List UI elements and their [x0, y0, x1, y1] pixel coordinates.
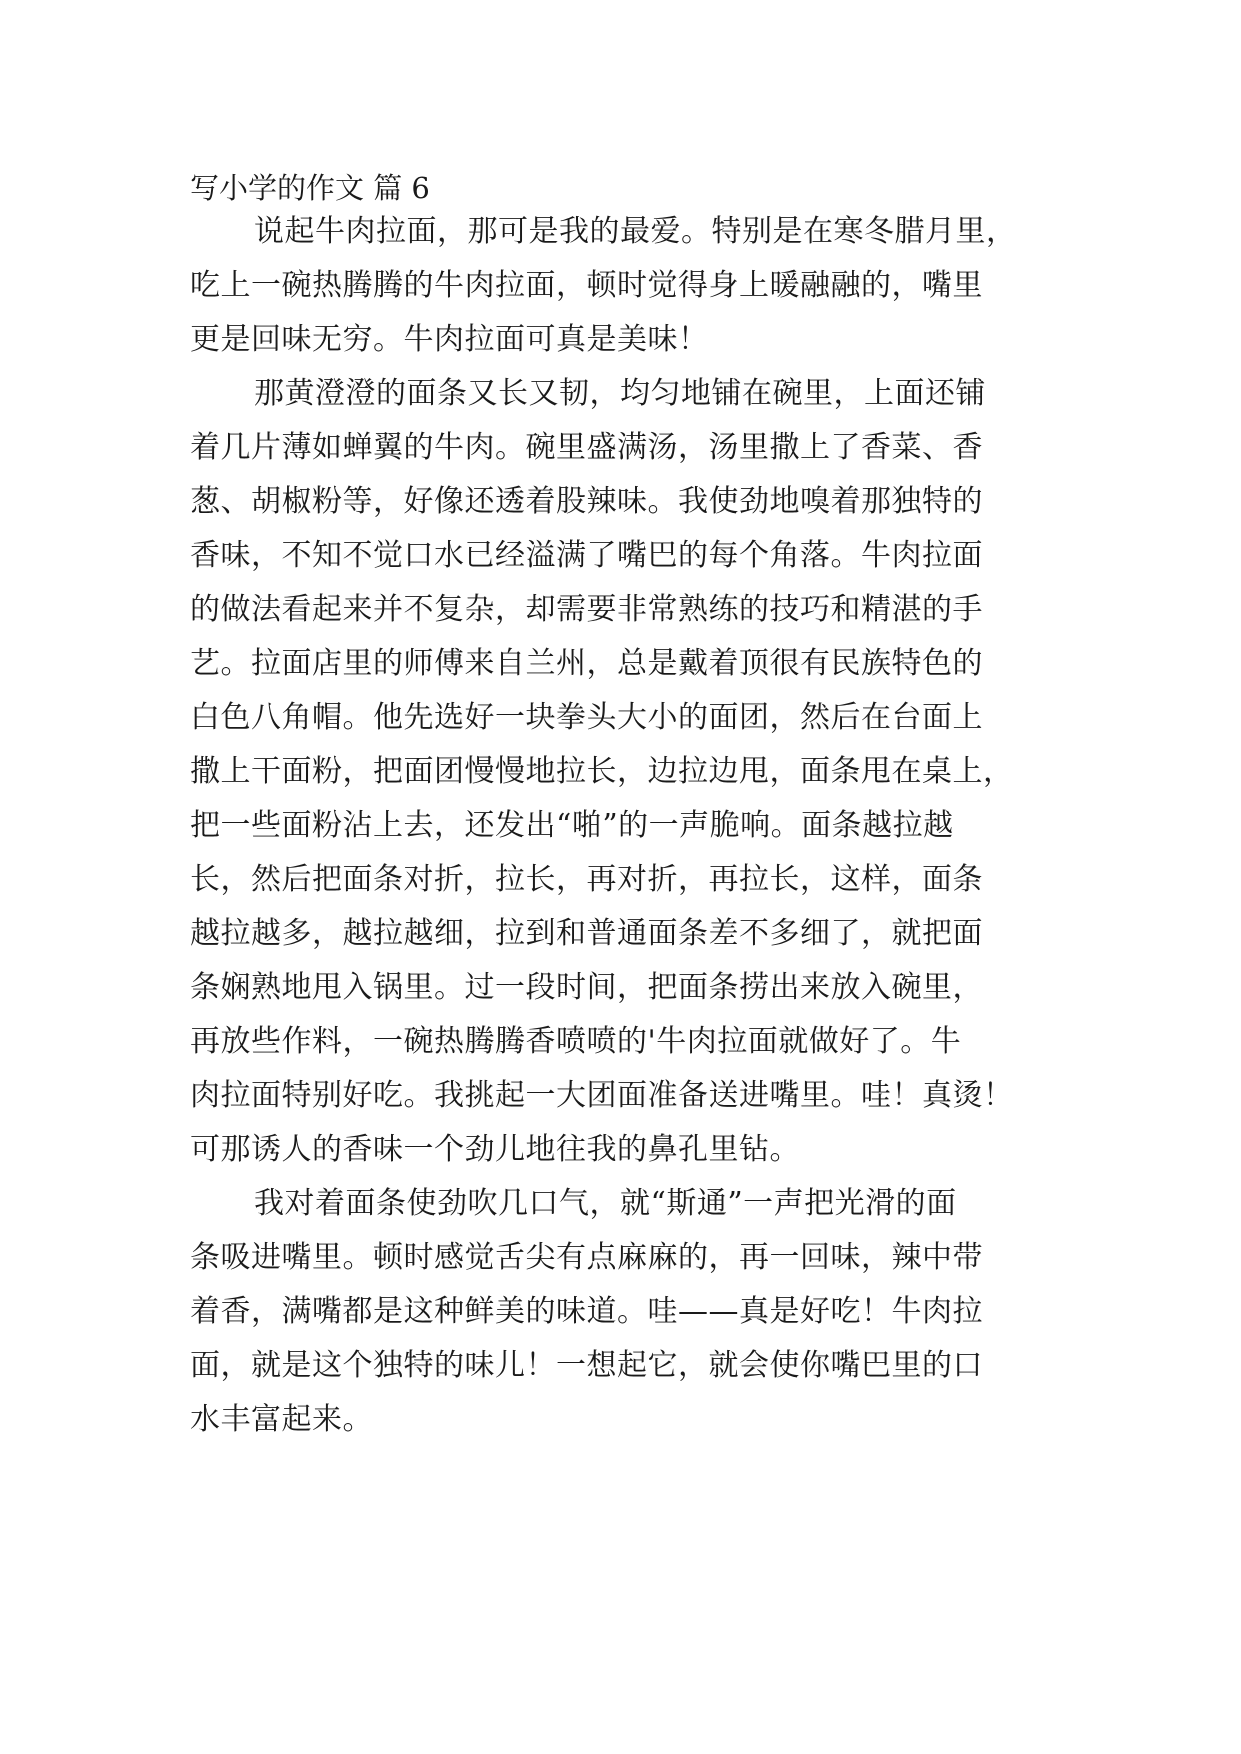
- paragraph-1-line-2: 吃上一碗热腾腾的牛肉拉面，顿时觉得身上暖融融的，嘴里: [190, 268, 983, 303]
- paragraph-3-line-2: 条吸进嘴里。顿时感觉舌尖有点麻麻的，再一回味，辣中带: [190, 1240, 983, 1275]
- paragraph-3-line-4: 面，就是这个独特的味儿！一想起它，就会使你嘴巴里的口: [190, 1348, 983, 1383]
- document-title: 写小学的作文 篇 6: [190, 171, 430, 205]
- paragraph-2-line-15: 可那诱人的香味一个劲儿地往我的鼻孔里钻。: [190, 1132, 800, 1167]
- paragraph-2-line-10: 长，然后把面条对折，拉长，再对折，再拉长，这样，面条: [190, 862, 983, 897]
- paragraph-2-line-4: 香味，不知不觉口水已经溢满了嘴巴的每个角落。牛肉拉面: [190, 538, 983, 573]
- paragraph-1-line-3: 更是回味无穷。牛肉拉面可真是美味！: [190, 322, 709, 357]
- paragraph-2-line-2: 着几片薄如蝉翼的牛肉。碗里盛满汤，汤里撒上了香菜、香: [190, 430, 983, 465]
- paragraph-2-line-9: 把一些面粉沾上去，还发出“啪”的一声脆响。面条越拉越: [190, 808, 954, 843]
- paragraph-2-line-8: 撒上干面粉，把面团慢慢地拉长，边拉边甩，面条甩在桌上，: [190, 754, 1014, 789]
- paragraph-2-line-5: 的做法看起来并不复杂，却需要非常熟练的技巧和精湛的手: [190, 592, 983, 627]
- paragraph-3-line-5: 水丰富起来。: [190, 1402, 373, 1437]
- paragraph-2-line-1: 那黄澄澄的面条又长又韧，均匀地铺在碗里，上面还铺: [254, 376, 986, 411]
- paragraph-2-line-12: 条娴熟地甩入锅里。过一段时间，把面条捞出来放入碗里，: [190, 970, 983, 1005]
- paragraph-2-line-13: 再放些作料，一碗热腾腾香喷喷的'牛肉拉面就做好了。牛: [190, 1024, 962, 1059]
- paragraph-3-line-3: 着香，满嘴都是这种鲜美的味道。哇——真是好吃！牛肉拉: [190, 1294, 983, 1329]
- paragraph-2-line-11: 越拉越多，越拉越细，拉到和普通面条差不多细了，就把面: [190, 916, 983, 951]
- paragraph-2-line-14: 肉拉面特别好吃。我挑起一大团面准备送进嘴里。哇！真烫！: [190, 1078, 1014, 1113]
- paragraph-1-line-1: 说起牛肉拉面，那可是我的最爱。特别是在寒冬腊月里，: [254, 214, 1017, 249]
- paragraph-2-line-3: 葱、胡椒粉等，好像还透着股辣味。我使劲地嗅着那独特的: [190, 484, 983, 519]
- paragraph-2-line-7: 白色八角帽。他先选好一块拳头大小的面团，然后在台面上: [190, 700, 983, 735]
- paragraph-2-line-6: 艺。拉面店里的师傅来自兰州，总是戴着顶很有民族特色的: [190, 646, 983, 681]
- paragraph-3-line-1: 我对着面条使劲吹几口气，就“斯通”一声把光滑的面: [254, 1186, 957, 1221]
